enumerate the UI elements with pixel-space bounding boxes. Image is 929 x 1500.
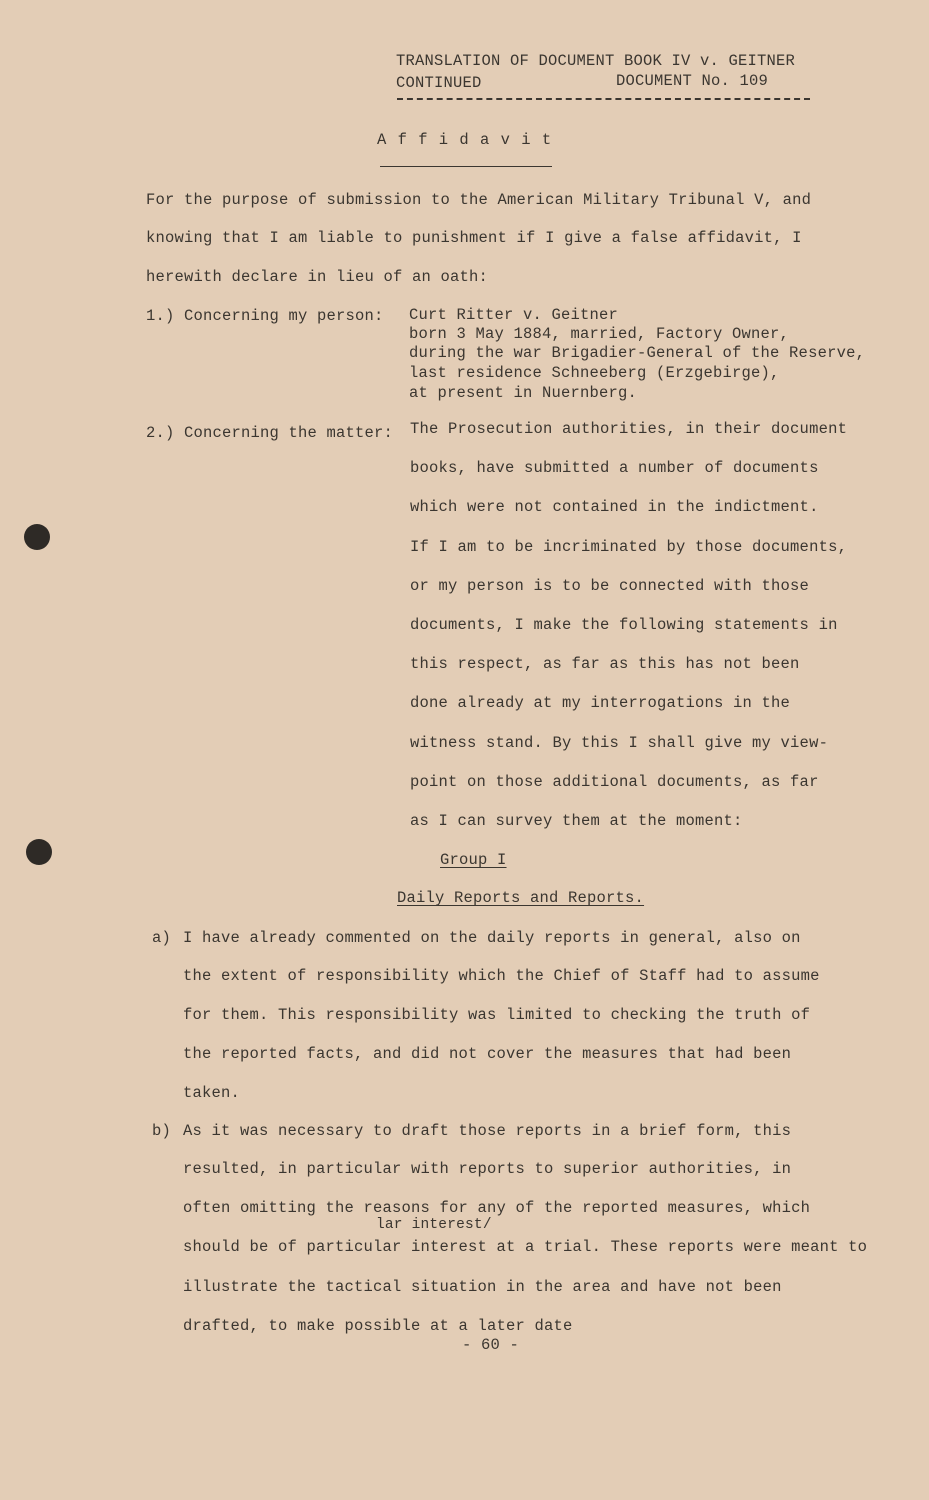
para-b-line-3: often omitting the reasons for any of the reported measures, which — [183, 1199, 811, 1217]
para-a-line-3: for them. This responsibility was limited to checking the truth of — [183, 1006, 811, 1024]
item1-line-4: last residence Schneeberg (Erzgebirge), — [409, 364, 780, 382]
para-a-label: a) — [152, 929, 172, 947]
affidavit-title: A f f i d a v i t — [377, 131, 553, 149]
item2-line-9: witness stand. By this I shall give my view- — [410, 734, 829, 752]
para-a-line-2: the extent of responsibility which the Chief of Staff had to assume — [183, 967, 820, 985]
item2-label: 2.) Concerning the matter: — [146, 424, 394, 442]
item2-line-3: which were not contained in the indictment. — [410, 498, 819, 516]
item2-line-1: The Prosecution authorities, in their document — [410, 420, 848, 438]
group-title: Group I — [440, 851, 507, 869]
intro-line-3: herewith declare in lieu of an oath: — [146, 268, 489, 286]
item2-line-6: documents, I make the following statements in — [410, 616, 838, 634]
para-b-line-1: As it was necessary to draft those reports in a brief form, this — [183, 1122, 792, 1140]
item2-line-2: books, have submitted a number of documents — [410, 459, 819, 477]
item2-line-5: or my person is to be connected with those — [410, 577, 810, 595]
item2-line-11: as I can survey them at the moment: — [410, 812, 743, 830]
item2-line-4: If I am to be incriminated by those documents, — [410, 538, 848, 556]
item2-line-10: point on those additional documents, as far — [410, 773, 819, 791]
item2-line-7: this respect, as far as this has not been — [410, 655, 800, 673]
item1-line-2: born 3 May 1884, married, Factory Owner, — [409, 325, 790, 343]
punch-hole-top — [24, 524, 50, 550]
para-a-line-4: the reported facts, and did not cover the measures that had been — [183, 1045, 792, 1063]
punch-hole-bottom — [26, 839, 52, 865]
title-rule — [380, 166, 552, 167]
header-document-number: DOCUMENT No. 109 — [616, 72, 769, 90]
para-a-line-5: taken. — [183, 1084, 241, 1102]
para-b-line-2: resulted, in particular with reports to superior authorities, in — [183, 1160, 792, 1178]
page-number: - 60 - — [462, 1336, 520, 1354]
header-title: TRANSLATION OF DOCUMENT BOOK IV v. GEITNER — [396, 52, 796, 70]
intro-line-2: knowing that I am liable to punishment if I give a false affidavit, I — [146, 229, 802, 247]
header-continued: CONTINUED — [396, 74, 482, 92]
para-b-label: b) — [152, 1122, 172, 1140]
item1-line-3: during the war Brigadier-General of the Reserve, — [409, 344, 866, 362]
item1-label: 1.) Concerning my person: — [146, 307, 384, 325]
item2-line-8: done already at my interrogations in the — [410, 694, 791, 712]
para-a-line-1: I have already commented on the daily reports in general, also on — [183, 929, 801, 947]
para-b-insertion: lar interest/ — [376, 1217, 492, 1233]
para-b-line-5: illustrate the tactical situation in the area and have not been — [183, 1278, 782, 1296]
header-dashed-rule — [397, 98, 810, 100]
item1-line-1: Curt Ritter v. Geitner — [409, 306, 619, 324]
intro-line-1: For the purpose of submission to the American Military Tribunal V, and — [146, 191, 812, 209]
item1-line-5: at present in Nuernberg. — [409, 384, 638, 402]
para-b-line-4: should be of particular interest at a trial. These reports were meant to — [183, 1238, 868, 1256]
para-b-line-6: drafted, to make possible at a later date — [183, 1317, 573, 1335]
group-subtitle: Daily Reports and Reports. — [397, 889, 645, 907]
